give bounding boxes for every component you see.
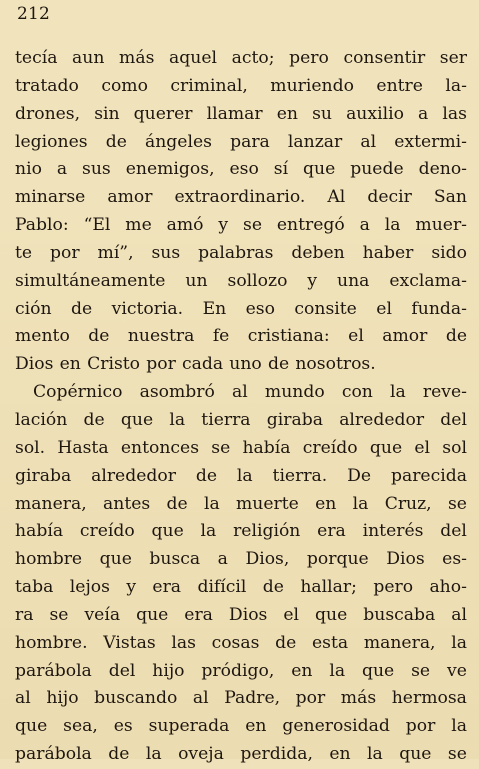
text-line <box>15 630 467 658</box>
word: entregó <box>276 215 345 236</box>
word: fe <box>212 326 230 347</box>
word: hombre <box>15 549 83 570</box>
text-line <box>15 323 467 351</box>
word: victoria. <box>111 298 184 319</box>
word: que <box>120 409 154 430</box>
word: Pablo: <box>15 215 69 236</box>
word: se <box>243 215 263 236</box>
word: hombre. <box>15 632 88 653</box>
word: de <box>108 744 130 765</box>
word: interés <box>362 521 424 542</box>
word: hermosa <box>391 688 467 709</box>
text-line <box>15 463 467 491</box>
text-line <box>15 351 467 379</box>
word: el <box>376 298 392 319</box>
word: Copérnico <box>33 382 123 403</box>
word: las <box>171 632 196 653</box>
word: lejos <box>69 577 110 598</box>
word: amó <box>166 215 204 236</box>
word: en <box>315 493 337 514</box>
word: hijo <box>46 688 79 709</box>
word: legiones <box>15 131 88 152</box>
word: en <box>329 744 351 765</box>
word: lanzar <box>287 131 343 152</box>
word: ángeles <box>144 131 212 152</box>
text-line <box>15 73 467 101</box>
word: palabras <box>198 242 274 263</box>
word: manera, <box>363 632 436 653</box>
word: Hasta <box>57 437 109 458</box>
text-line <box>15 184 467 212</box>
word: muer- <box>415 215 467 236</box>
word: Padre, <box>224 688 281 709</box>
word: De <box>347 465 372 486</box>
word: Dios <box>386 549 425 570</box>
word: a <box>418 103 429 124</box>
word: cosas <box>211 632 260 653</box>
word: Dios, <box>245 549 290 570</box>
word: tratado <box>15 75 79 96</box>
word: la <box>384 215 401 236</box>
word: oveja <box>178 744 224 765</box>
text-line <box>15 45 467 73</box>
word: ve <box>447 660 467 681</box>
word: deno- <box>418 159 467 180</box>
word: se <box>411 660 431 681</box>
word: sido <box>431 242 467 263</box>
word: veía <box>84 604 121 625</box>
text-line <box>15 240 467 268</box>
text-line <box>15 101 467 129</box>
word: nosotros. <box>295 354 376 375</box>
word: al <box>232 382 248 403</box>
word: esta <box>311 632 349 653</box>
word: entre <box>376 75 423 96</box>
word: manera, <box>15 493 87 514</box>
word: se <box>49 604 69 625</box>
word: para <box>230 131 270 152</box>
word: creído <box>79 521 135 542</box>
word: sol. <box>15 437 46 458</box>
word: giraba <box>266 409 323 430</box>
word: generosidad <box>282 716 390 737</box>
word: que <box>369 437 403 458</box>
word: En <box>202 298 227 319</box>
word: uno <box>229 354 262 375</box>
word: parábola <box>15 744 92 765</box>
text-line <box>15 156 467 184</box>
word: aun <box>72 48 105 68</box>
word: Cruz, <box>384 493 432 514</box>
word: la- <box>445 75 467 96</box>
word: Cristo <box>87 354 141 375</box>
word: extermi- <box>394 131 467 152</box>
word: Vistas <box>103 632 156 653</box>
word: mí”, <box>97 242 134 263</box>
word: llamar <box>206 103 263 124</box>
word: de <box>445 326 467 347</box>
word: exclama- <box>389 270 467 291</box>
word: por <box>50 242 80 263</box>
word: amor <box>107 187 153 208</box>
word: ra <box>15 604 34 625</box>
text-line <box>15 435 467 463</box>
word: “El <box>83 215 111 236</box>
word: es <box>113 716 133 737</box>
word: tierra <box>201 409 251 430</box>
word: la <box>203 493 220 514</box>
word: la <box>329 660 346 681</box>
word: parecida <box>390 465 467 486</box>
text-line <box>15 407 467 435</box>
word: que <box>303 159 336 180</box>
word: la <box>169 409 186 430</box>
word: de <box>275 632 297 653</box>
word: a <box>359 215 370 236</box>
word: sol <box>442 437 467 458</box>
word: la <box>367 744 383 765</box>
paragraph <box>15 379 467 769</box>
word: que <box>399 744 432 765</box>
word: cada <box>181 354 224 375</box>
text-line <box>15 658 467 686</box>
word: por <box>405 716 436 737</box>
word: consentir <box>343 48 426 68</box>
word: cristiana: <box>247 326 330 347</box>
word: reve- <box>422 382 467 403</box>
word: creído <box>302 437 358 458</box>
word: había <box>15 521 64 542</box>
word: de <box>195 465 218 486</box>
word: eso <box>245 298 275 319</box>
text-line <box>15 574 467 602</box>
word: sus <box>82 159 111 180</box>
word: porque <box>306 549 369 570</box>
word: de <box>166 493 188 514</box>
word: superada <box>148 716 230 737</box>
word: muriendo <box>270 75 354 96</box>
word: la <box>145 744 162 765</box>
word: al <box>360 131 377 152</box>
word: era <box>317 521 346 542</box>
word: la <box>451 632 467 653</box>
word: antes <box>103 493 151 514</box>
word: el <box>283 604 300 625</box>
word: pero <box>289 48 329 68</box>
word: que <box>136 604 169 625</box>
body-text <box>15 45 467 769</box>
word: se <box>447 493 467 514</box>
word: en <box>276 103 298 124</box>
text-line <box>15 129 467 157</box>
word: del <box>440 409 467 430</box>
word: por <box>295 688 326 709</box>
word: la <box>390 382 406 403</box>
word: y <box>218 215 229 236</box>
word: acto; <box>231 48 275 68</box>
word: perdida, <box>240 744 313 765</box>
word: a <box>217 549 228 570</box>
word: que <box>15 716 48 737</box>
word: Dios <box>15 354 54 375</box>
word: criminal, <box>170 75 248 96</box>
word: se <box>447 744 467 765</box>
word: de <box>105 131 127 152</box>
word: nuestra <box>127 326 195 347</box>
word: más <box>119 48 155 68</box>
word: enemigos, <box>125 159 215 180</box>
word: de <box>262 577 284 598</box>
word: aquel <box>169 48 217 68</box>
word: giraba <box>15 465 72 486</box>
word: Dios <box>228 604 268 625</box>
word: auxilio <box>346 103 404 124</box>
word: las <box>442 103 467 124</box>
text-line <box>15 685 467 713</box>
word: funda- <box>411 298 467 319</box>
word: que <box>361 660 395 681</box>
word: de <box>88 326 110 347</box>
word: sus <box>151 242 181 263</box>
text-line <box>15 518 467 546</box>
word: el <box>348 326 364 347</box>
word: buscando <box>94 688 178 709</box>
word: de <box>83 409 105 430</box>
word: sollozo <box>227 270 288 291</box>
word: hallar; <box>300 577 357 598</box>
word: tierra. <box>272 465 328 486</box>
word: la <box>200 521 217 542</box>
word: había <box>242 437 291 458</box>
text-line <box>15 268 467 296</box>
word: en <box>245 716 267 737</box>
word: te <box>15 242 33 263</box>
word: la <box>451 716 467 737</box>
word: religión <box>233 521 301 542</box>
word: San <box>433 187 467 208</box>
paragraph <box>15 45 467 379</box>
word: era <box>152 577 182 598</box>
word: consite <box>294 298 357 319</box>
word: sí <box>273 159 289 180</box>
word: al <box>192 688 209 709</box>
word: pródigo, <box>201 660 275 681</box>
word: a <box>56 159 68 180</box>
word: drones, <box>15 103 81 124</box>
word: parábola <box>15 660 92 681</box>
word: entonces <box>120 437 200 458</box>
word: muerte <box>236 493 299 514</box>
word: aho- <box>429 577 467 598</box>
word: como <box>101 75 148 96</box>
word: puede <box>350 159 404 180</box>
word: era <box>184 604 213 625</box>
word: la <box>236 465 253 486</box>
word: buscaba <box>363 604 436 625</box>
word: eso <box>229 159 259 180</box>
word: el <box>414 437 431 458</box>
word: se <box>211 437 231 458</box>
word: pero <box>373 577 414 598</box>
word: que <box>99 549 132 570</box>
word: de <box>267 354 290 375</box>
word: una <box>337 270 370 291</box>
word: y <box>307 270 318 291</box>
text-line <box>15 212 467 240</box>
word: del <box>108 660 136 681</box>
text-line <box>15 379 467 407</box>
word: alrededor <box>339 409 425 430</box>
word: sin <box>94 103 120 124</box>
word: al <box>15 688 31 709</box>
word: difícil <box>197 577 247 598</box>
word: por <box>146 354 176 375</box>
word: que <box>151 521 184 542</box>
word: minarse <box>15 187 86 208</box>
word: en <box>59 354 81 375</box>
word: la <box>352 493 369 514</box>
word: al <box>451 604 467 625</box>
word: haber <box>362 242 414 263</box>
word: un <box>185 270 208 291</box>
word: y <box>126 577 137 598</box>
word: alrededor <box>91 465 176 486</box>
word: que <box>315 604 348 625</box>
word: extraordinario. <box>174 187 306 208</box>
word: Al <box>327 187 346 208</box>
word: me <box>125 215 152 236</box>
word: ción <box>15 298 52 319</box>
word: su <box>312 103 332 124</box>
text-line <box>15 491 467 519</box>
word: nio <box>15 159 42 180</box>
word: tecía <box>15 48 58 68</box>
word: mento <box>15 326 70 347</box>
word: simultáneamente <box>15 270 166 291</box>
word: asombró <box>139 382 215 403</box>
word: ser <box>439 48 467 68</box>
word: de <box>70 298 93 319</box>
word: lación <box>15 409 68 430</box>
text-line <box>15 741 467 769</box>
word: hijo <box>152 660 185 681</box>
word: decir <box>367 187 412 208</box>
word: del <box>440 521 467 542</box>
text-line <box>15 546 467 574</box>
word: busca <box>149 549 201 570</box>
word: en <box>291 660 313 681</box>
page-number: 212 <box>17 4 51 24</box>
text-line <box>15 296 467 324</box>
word: querer <box>133 103 193 124</box>
word: amor <box>382 326 428 347</box>
word: mundo <box>264 382 325 403</box>
word: taba <box>15 577 54 598</box>
word: más <box>340 688 377 709</box>
word: con <box>341 382 373 403</box>
word: sea, <box>63 716 98 737</box>
text-line <box>15 602 467 630</box>
word: deben <box>291 242 345 263</box>
text-line <box>15 713 467 741</box>
word: es- <box>442 549 467 570</box>
